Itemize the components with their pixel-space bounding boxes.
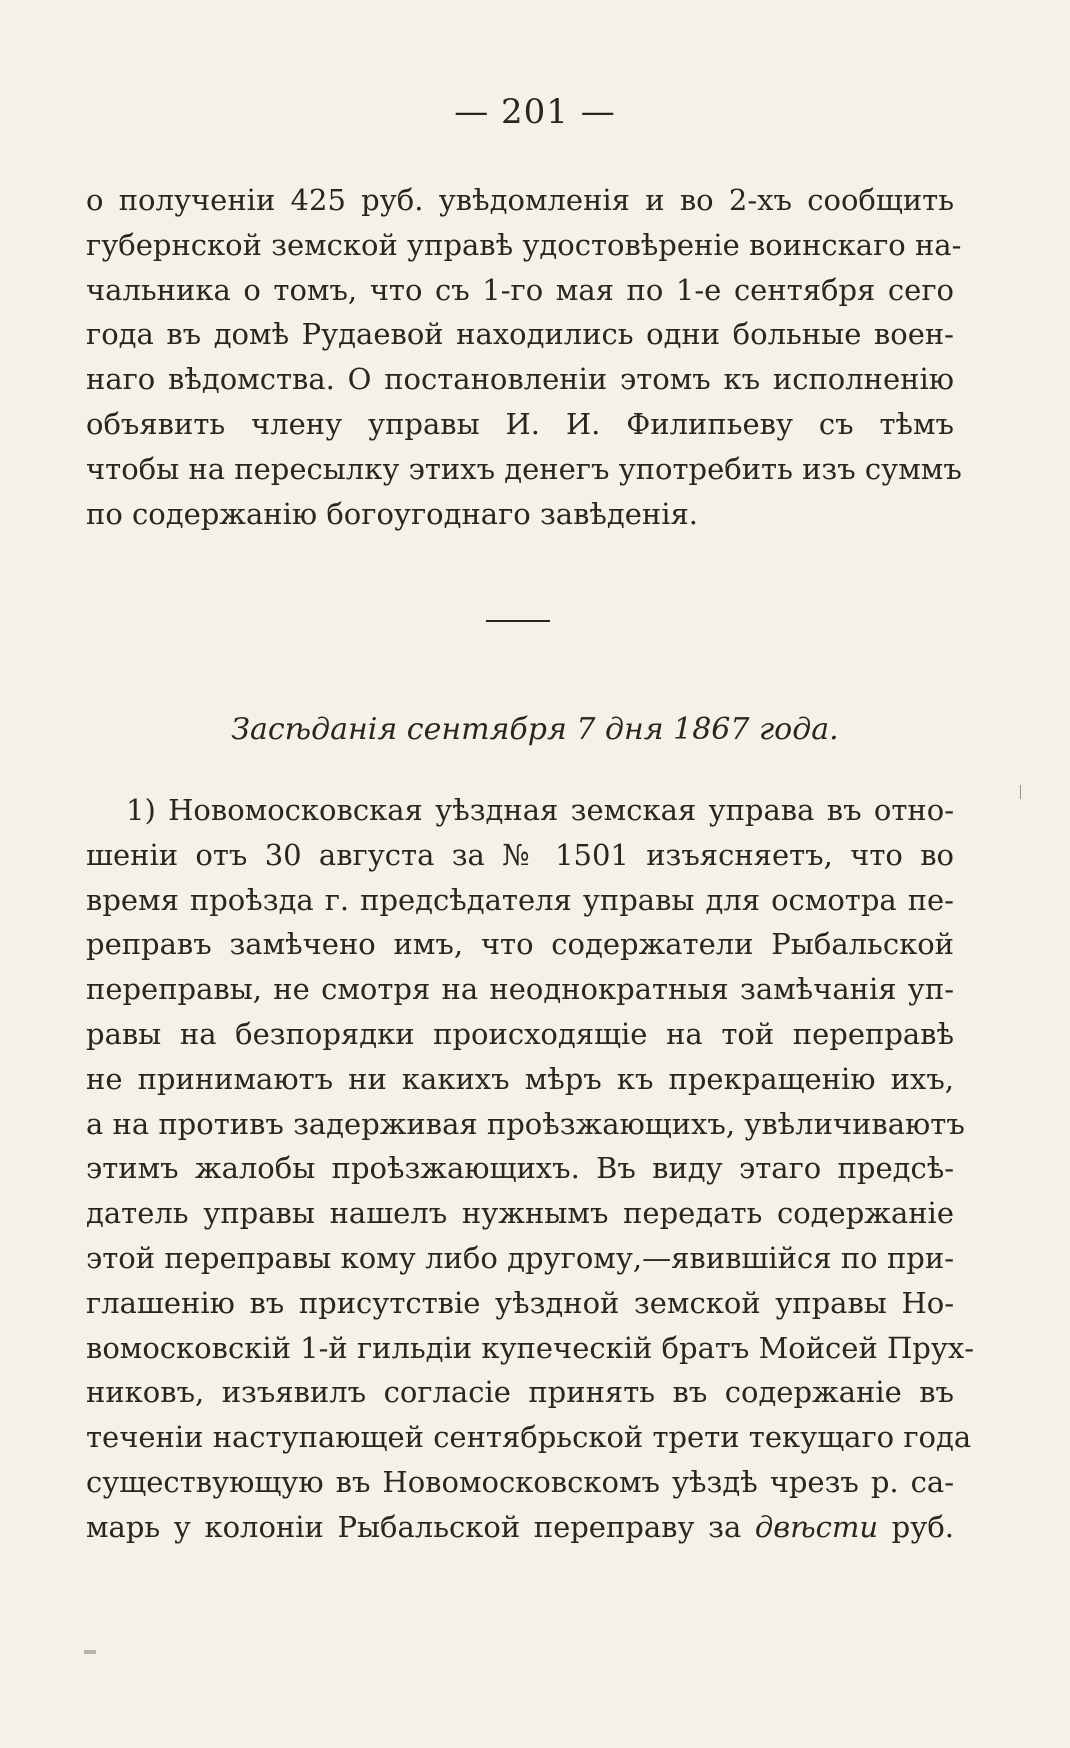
text-line: вомосковскій 1-й гильдіи купеческій братъ Мойсей Прух- xyxy=(86,1330,975,1365)
section-heading: Засѣданія сентября 7 дня 1867 года. xyxy=(231,712,839,747)
text-line: глашенію въ присутствіе уѣздной земской управы Но- xyxy=(86,1285,954,1320)
text-line: равы на безпорядки происходящіе на той переправѣ xyxy=(86,1016,954,1051)
margin-mark xyxy=(84,1650,96,1654)
text-line: реправъ замѣчено имъ, что содержатели Рыбальской xyxy=(86,927,954,962)
text-line: датель управы нашелъ нужнымъ передать содержаніе xyxy=(86,1196,954,1231)
text-line-last xyxy=(86,1505,954,1550)
text-segment: руб. xyxy=(878,1509,954,1544)
paragraph-2 xyxy=(86,788,975,1550)
margin-mark xyxy=(1020,785,1021,799)
text-line: чтобы на пересылку этихъ денегъ употребить изъ суммъ xyxy=(86,451,962,486)
text-line: переправы, не смотря на неоднократныя замѣчанія уп- xyxy=(86,972,954,1007)
text-line: о полученіи 425 руб. увѣдомленія и во 2-хъ сообщить xyxy=(86,183,954,217)
paragraph-1 xyxy=(86,178,962,536)
text-line: наго вѣдомства. О постановленіи этомъ къ исполненію xyxy=(86,362,954,397)
text-line: года въ домѣ Рудаевой находились одни больные воен- xyxy=(86,317,954,352)
text-line: этой переправы кому либо другому,—явившійся по при- xyxy=(86,1240,954,1275)
text-line: никовъ, изъявилъ согласіе принять въ содержаніе въ xyxy=(86,1375,954,1410)
text-line: шеніи отъ 30 августа за № 1501 изъясняетъ, что во xyxy=(86,837,954,872)
text-line: чальника о томъ, что съ 1-го мая по 1-е сентября сего xyxy=(86,272,954,307)
text-line: по содержанію богоугоднаго завѣденія. xyxy=(86,496,699,531)
text-segment: марь у колоніи Рыбальской переправу за xyxy=(86,1509,755,1544)
section-separator xyxy=(486,620,550,622)
text-line: теченіи наступающей сентябрьской трети текущаго года xyxy=(86,1420,972,1455)
text-line: 1) Новомосковская уѣздная земская управа въ отно- xyxy=(126,793,954,827)
text-line: этимъ жалобы проѣзжающихъ. Въ виду этаго предсѣ- xyxy=(86,1151,954,1186)
text-line: а на противъ задерживая проѣзжающихъ, увѣличиваютъ xyxy=(86,1106,965,1141)
text-line: губернской земской управѣ удостовѣреніе воинскаго на- xyxy=(86,227,962,262)
italic-amount: двѣсти xyxy=(754,1509,879,1544)
text-line: не принимаютъ ни какихъ мѣръ къ прекращенію ихъ, xyxy=(86,1061,954,1096)
text-line: время проѣзда г. предсѣдателя управы для осмотра пе- xyxy=(86,882,954,917)
text-line: существующую въ Новомосковскомъ уѣздѣ чрезъ р. са- xyxy=(86,1464,954,1499)
page-number: — 201 — xyxy=(454,92,616,132)
text-line: объявить члену управы И. И. Филипьеву съ тѣмъ xyxy=(86,406,954,441)
